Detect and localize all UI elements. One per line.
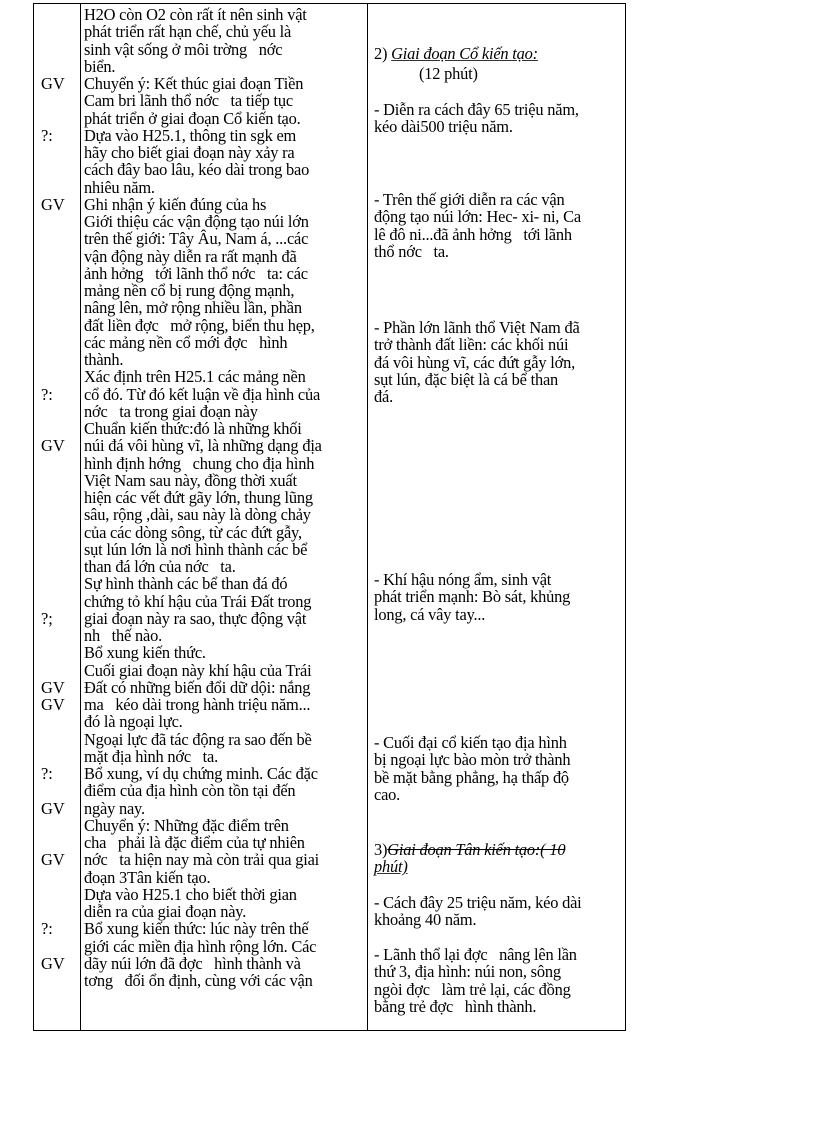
content-line: thổ nớc ta. bbox=[374, 241, 449, 261]
column-divider-right bbox=[367, 4, 368, 1030]
activity-line: ma kéo dài trong hành triệu năm... bbox=[84, 695, 311, 714]
role-label: GV bbox=[41, 695, 65, 714]
activity-line: giai đoạn này ra sao, thực động vật bbox=[84, 608, 307, 628]
activity-line: Sự hình thành các bể than đá đó bbox=[84, 574, 288, 594]
section-duration: (12 phút) bbox=[419, 64, 478, 83]
role-label: ?; bbox=[41, 608, 53, 628]
activity-line: mặt địa hình nớc ta. bbox=[84, 746, 218, 766]
lesson-table bbox=[33, 3, 626, 1031]
activity-line: nớc ta hiện nay mà còn trải qua giai bbox=[84, 850, 320, 870]
role-label: GV bbox=[41, 436, 65, 456]
content-line: đá. bbox=[374, 387, 393, 406]
content-line: - Khí hậu nóng ẩm, sinh vật bbox=[374, 570, 552, 589]
role-label: GV bbox=[41, 798, 65, 818]
role-label: GV bbox=[41, 677, 65, 697]
content-line: ngòi đợc làm trẻ lại, các đồng bbox=[374, 979, 571, 999]
activity-line: hình định hớng chung cho địa hình bbox=[84, 453, 315, 473]
activity-line: cách đây bao lâu, kéo dài trong bao bbox=[84, 160, 310, 180]
activity-line: Cuối giai đoạn này khí hậu của Trái bbox=[84, 660, 312, 680]
activity-line: than đá lớn của nớc ta. bbox=[84, 557, 236, 576]
content-line: bằng trẻ đợc hình thành. bbox=[374, 996, 537, 1016]
activity-line: các mảng nền cổ mới đợc hình bbox=[84, 332, 288, 352]
content-line: - Cuối đại cổ kiến tạo địa hình bbox=[374, 733, 567, 752]
activity-line: nớc ta trong giai đoạn này bbox=[84, 401, 258, 421]
content-line: - Diễn ra cách đây 65 triệu năm, bbox=[374, 100, 579, 119]
activity-line: mảng nền cổ bị rung động mạnh, bbox=[84, 281, 295, 300]
content-line: phát triển mạnh: Bò sát, khủng bbox=[374, 587, 571, 607]
role-label: ?: bbox=[41, 384, 53, 404]
activity-line: Ghi nhận ý kiến đúng của hs bbox=[84, 194, 267, 214]
activity-line: Đất có những biến đổi dữ dội: nắng bbox=[84, 677, 311, 697]
activity-line: Chuyển ý: Những đặc điểm trên bbox=[84, 815, 289, 835]
activity-line: sụt lún lớn là nơi hình thành các bể bbox=[84, 539, 308, 559]
role-label: ?: bbox=[41, 125, 53, 145]
role-label: ?: bbox=[41, 919, 53, 939]
section-heading bbox=[374, 841, 624, 858]
role-label: GV bbox=[41, 850, 65, 870]
activity-line: sinh vật sống ở môi trờng nớc bbox=[84, 39, 283, 59]
activity-line: sâu, rộng ,dài, sau này là dòng chảy bbox=[84, 505, 311, 525]
content-line: khoảng 40 năm. bbox=[374, 910, 477, 930]
activity-line: nhiêu năm. bbox=[84, 177, 155, 197]
activity-line: hãy cho biết giai đoạn này xảy ra bbox=[84, 143, 295, 162]
activity-line: Xác định trên H25.1 các mảng nền bbox=[84, 367, 306, 387]
activity-line: Bổ xung, ví dụ chứng minh. Các đặc bbox=[84, 764, 318, 783]
activity-line: thành. bbox=[84, 350, 124, 369]
content-line: - Phần lớn lãnh thổ Việt Nam đã bbox=[374, 318, 580, 337]
activity-line: phát triển ở giai đoạn Cổ kiến tạo. bbox=[84, 108, 301, 128]
activity-line: Dựa vào H25.1 cho biết thời gian bbox=[84, 884, 297, 904]
activity-line: nh thế nào. bbox=[84, 626, 162, 645]
activity-line: Dựa vào H25.1, thông tin sgk em bbox=[84, 125, 297, 145]
content-line: kéo dài500 triệu năm. bbox=[374, 117, 513, 137]
section-title: Giai đoạn Tân kiến tạo:( 10 bbox=[387, 840, 566, 859]
role-label: GV bbox=[41, 194, 65, 214]
content-line: cao. bbox=[374, 784, 401, 804]
role-label: GV bbox=[41, 74, 65, 93]
activity-line: cổ đó. Từ đó kết luận về địa hình của bbox=[84, 384, 321, 404]
activity-line: biển. bbox=[84, 56, 116, 76]
activity-line: Bổ xung kiến thức. bbox=[84, 643, 206, 663]
activity-line: Bổ xung kiến thức: lúc này trên thế bbox=[84, 919, 309, 939]
role-label: ?: bbox=[41, 764, 53, 783]
content-line: - Trên thế giới diễn ra các vận bbox=[374, 190, 565, 209]
column-divider-left bbox=[80, 4, 81, 1030]
activity-line: đoạn 3Tân kiến tạo. bbox=[84, 867, 211, 887]
activity-line: chứng tỏ khí hậu của Trái Đất trong bbox=[84, 591, 312, 611]
activity-line: điểm của địa hình còn tồn tại đến bbox=[84, 781, 296, 801]
content-line: thứ 3, địa hình: núi non, sông bbox=[374, 962, 561, 982]
activity-line: H2O còn O2 còn rất ít nên sinh vật bbox=[84, 5, 307, 24]
activity-line: Ngoại lực đã tác động ra sao đến bề bbox=[84, 729, 312, 749]
section-heading bbox=[374, 45, 624, 62]
content-line: đá vôi hùng vĩ, các đứt gẫy lớn, bbox=[374, 352, 575, 372]
activity-line: Việt Nam sau này, đồng thời xuất bbox=[84, 470, 297, 490]
content-line: - Cách đây 25 triệu năm, kéo dài bbox=[374, 893, 582, 912]
content-line: động tạo núi lớn: Hec- xi- ni, Ca bbox=[374, 207, 581, 227]
section-title: Giai đoạn Cổ kiến tạo: bbox=[391, 44, 538, 63]
activity-line: ảnh hởng tới lãnh thổ nớc ta: các bbox=[84, 263, 308, 283]
activity-line: cha phải là đặc điểm của tự nhiên bbox=[84, 833, 305, 852]
section-number: 3) bbox=[374, 840, 388, 859]
role-label: GV bbox=[41, 953, 65, 973]
content-line: long, cá vây tay... bbox=[374, 604, 486, 624]
activity-line: Chuẩn kiến thức:đó là những khối bbox=[84, 419, 302, 438]
activity-line: vận động này diễn ra rất mạnh đã bbox=[84, 246, 297, 266]
activity-line: phát triển rất hạn chế, chủ yếu là bbox=[84, 22, 292, 42]
activity-line: hiện các vết đứt gãy lớn, thung lũng bbox=[84, 488, 313, 507]
section-title-continued: phút) bbox=[374, 857, 408, 877]
activity-line: núi đá vôi hùng vĩ, là những dạng địa bbox=[84, 436, 322, 456]
activity-line: của các dòng sông, từ các đứt gẫy, bbox=[84, 522, 302, 542]
activity-line: dãy núi lớn đã đợc hình thành và bbox=[84, 953, 301, 973]
content-line: lê đô ni...đã ảnh hởng tới lãnh bbox=[374, 224, 572, 244]
activity-line: Chuyển ý: Kết thúc giai đoạn Tiền bbox=[84, 74, 304, 93]
activity-line: giới các miền địa hình rộng lớn. Các bbox=[84, 936, 317, 956]
section-number: 2) bbox=[374, 44, 392, 63]
activity-line: đó là ngoại lực. bbox=[84, 712, 183, 732]
content-line: bị ngoại lực bào mòn trở thành bbox=[374, 750, 571, 770]
activity-line: ngày nay. bbox=[84, 798, 145, 818]
activity-line: tơng đối ổn định, cùng với các vận bbox=[84, 971, 313, 990]
activity-line: Giới thiệu các vận động tạo núi lớn bbox=[84, 212, 309, 231]
content-line: sụt lún, đặc biệt là cá bể than bbox=[374, 369, 559, 389]
content-line: - Lãnh thổ lại đợc nâng lên lần bbox=[374, 945, 577, 964]
activity-line: nâng lên, mở rộng nhiều lần, phần bbox=[84, 298, 302, 318]
activity-line: diễn ra của giai đoạn này. bbox=[84, 902, 247, 921]
activity-line: Cam bri lãnh thổ nớc ta tiếp tục bbox=[84, 91, 293, 111]
activity-line: trên thế giới: Tây Âu, Nam á, ...các bbox=[84, 229, 309, 249]
content-line: bề mặt bằng phẳng, hạ thấp độ bbox=[374, 767, 569, 787]
activity-line: đất liền đợc mở rộng, biển thu hẹp, bbox=[84, 315, 315, 335]
content-line: trở thành đất liền: các khối núi bbox=[374, 335, 569, 355]
